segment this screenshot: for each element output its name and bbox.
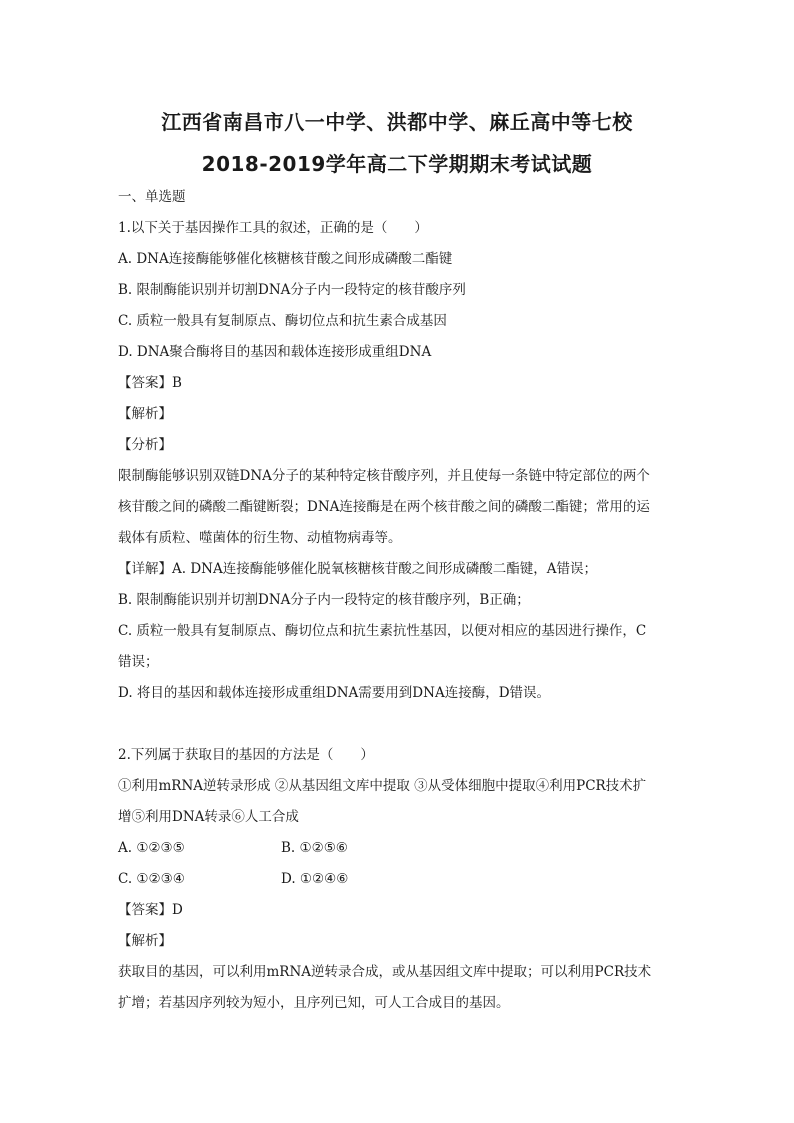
q1-fenxi-label: 【分析】: [118, 437, 172, 453]
q2-option-c: C. ①②③④: [118, 871, 185, 887]
q2-answer: 【答案】D: [118, 902, 183, 918]
q1-option-c: C. 质粒一般具有复制原点、酶切位点和抗生素合成基因: [118, 313, 447, 329]
document-body: [118, 182, 678, 1019]
q2-options-row: [118, 833, 678, 864]
q1-detail-line: 【详解】A. DNA连接酶能够催化脱氧核糖核苷酸之间形成磷酸二酯键，A错误；: [118, 561, 597, 577]
q1-detail-line: C. 质粒一般具有复制原点、酶切位点和抗生素抗性基因，以便对相应的基因进行操作，C: [118, 623, 647, 639]
q1-fenxi-line: 载体有质粒、噬菌体的衍生物、动植物病毒等。: [118, 530, 402, 546]
q1-fenxi-line: 限制酶能够识别双链DNA分子的某种特定核苷酸序列，并且使每一条链中特定部位的两个: [118, 468, 650, 484]
q1-detail-line: D. 将目的基因和载体连接形成重组DNA需要用到DNA连接酶，D错误。: [118, 685, 551, 701]
q1-stem: 1.以下关于基因操作工具的叙述，正确的是（ ）: [118, 220, 428, 236]
q2-analysis-line: 获取目的基因，可以利用mRNA逆转录合成，或从基因组文库中提取；可以利用PCR技术: [118, 964, 652, 980]
q2-items-line: 增⑤利用DNA转录⑥人工合成: [118, 809, 299, 825]
document-title-line1: 江西省南昌市八一中学、洪都中学、麻丘高中等七校: [161, 110, 633, 134]
q1-analysis-label: 【解析】: [118, 406, 172, 422]
document-title-line2: 2018-2019学年高二下学期期末考试试题: [201, 152, 593, 176]
q1-option-a: A. DNA连接酶能够催化核糖核苷酸之间形成磷酸二酯键: [118, 251, 453, 267]
q2-option-b: B. ①②⑤⑥: [281, 840, 348, 856]
q2-analysis-line: 扩增；若基因序列较为短小，且序列已知，可人工合成目的基因。: [118, 995, 510, 1011]
q2-items-line: ①利用mRNA逆转录形成 ②从基因组文库中提取 ③从受体细胞中提取④利用PCR技术扩: [118, 778, 647, 794]
section-heading: 一、单选题: [118, 189, 186, 205]
question-spacer: [118, 709, 678, 740]
q1-answer: 【答案】B: [118, 375, 182, 391]
q1-option-b: B. 限制酶能识别并切割DNA分子内一段特定的核苷酸序列: [118, 282, 466, 298]
q2-stem: 2.下列属于获取目的基因的方法是（ ）: [118, 747, 374, 763]
q1-detail-line: 错误；: [118, 654, 159, 670]
q1-detail-line: B. 限制酶能识别并切割DNA分子内一段特定的核苷酸序列，B正确；: [118, 592, 530, 608]
q2-option-a: A. ①②③⑤: [118, 840, 185, 856]
q2-analysis-label: 【解析】: [118, 933, 172, 949]
q1-fenxi-line: 核苷酸之间的磷酸二酯键断裂；DNA连接酶是在两个核苷酸之间的磷酸二酯键；常用的运: [118, 499, 650, 515]
q1-option-d: D. DNA聚合酶将目的基因和载体连接形成重组DNA: [118, 344, 432, 360]
q2-option-d: D. ①②④⑥: [281, 871, 349, 887]
q2-options-row: [118, 864, 678, 895]
